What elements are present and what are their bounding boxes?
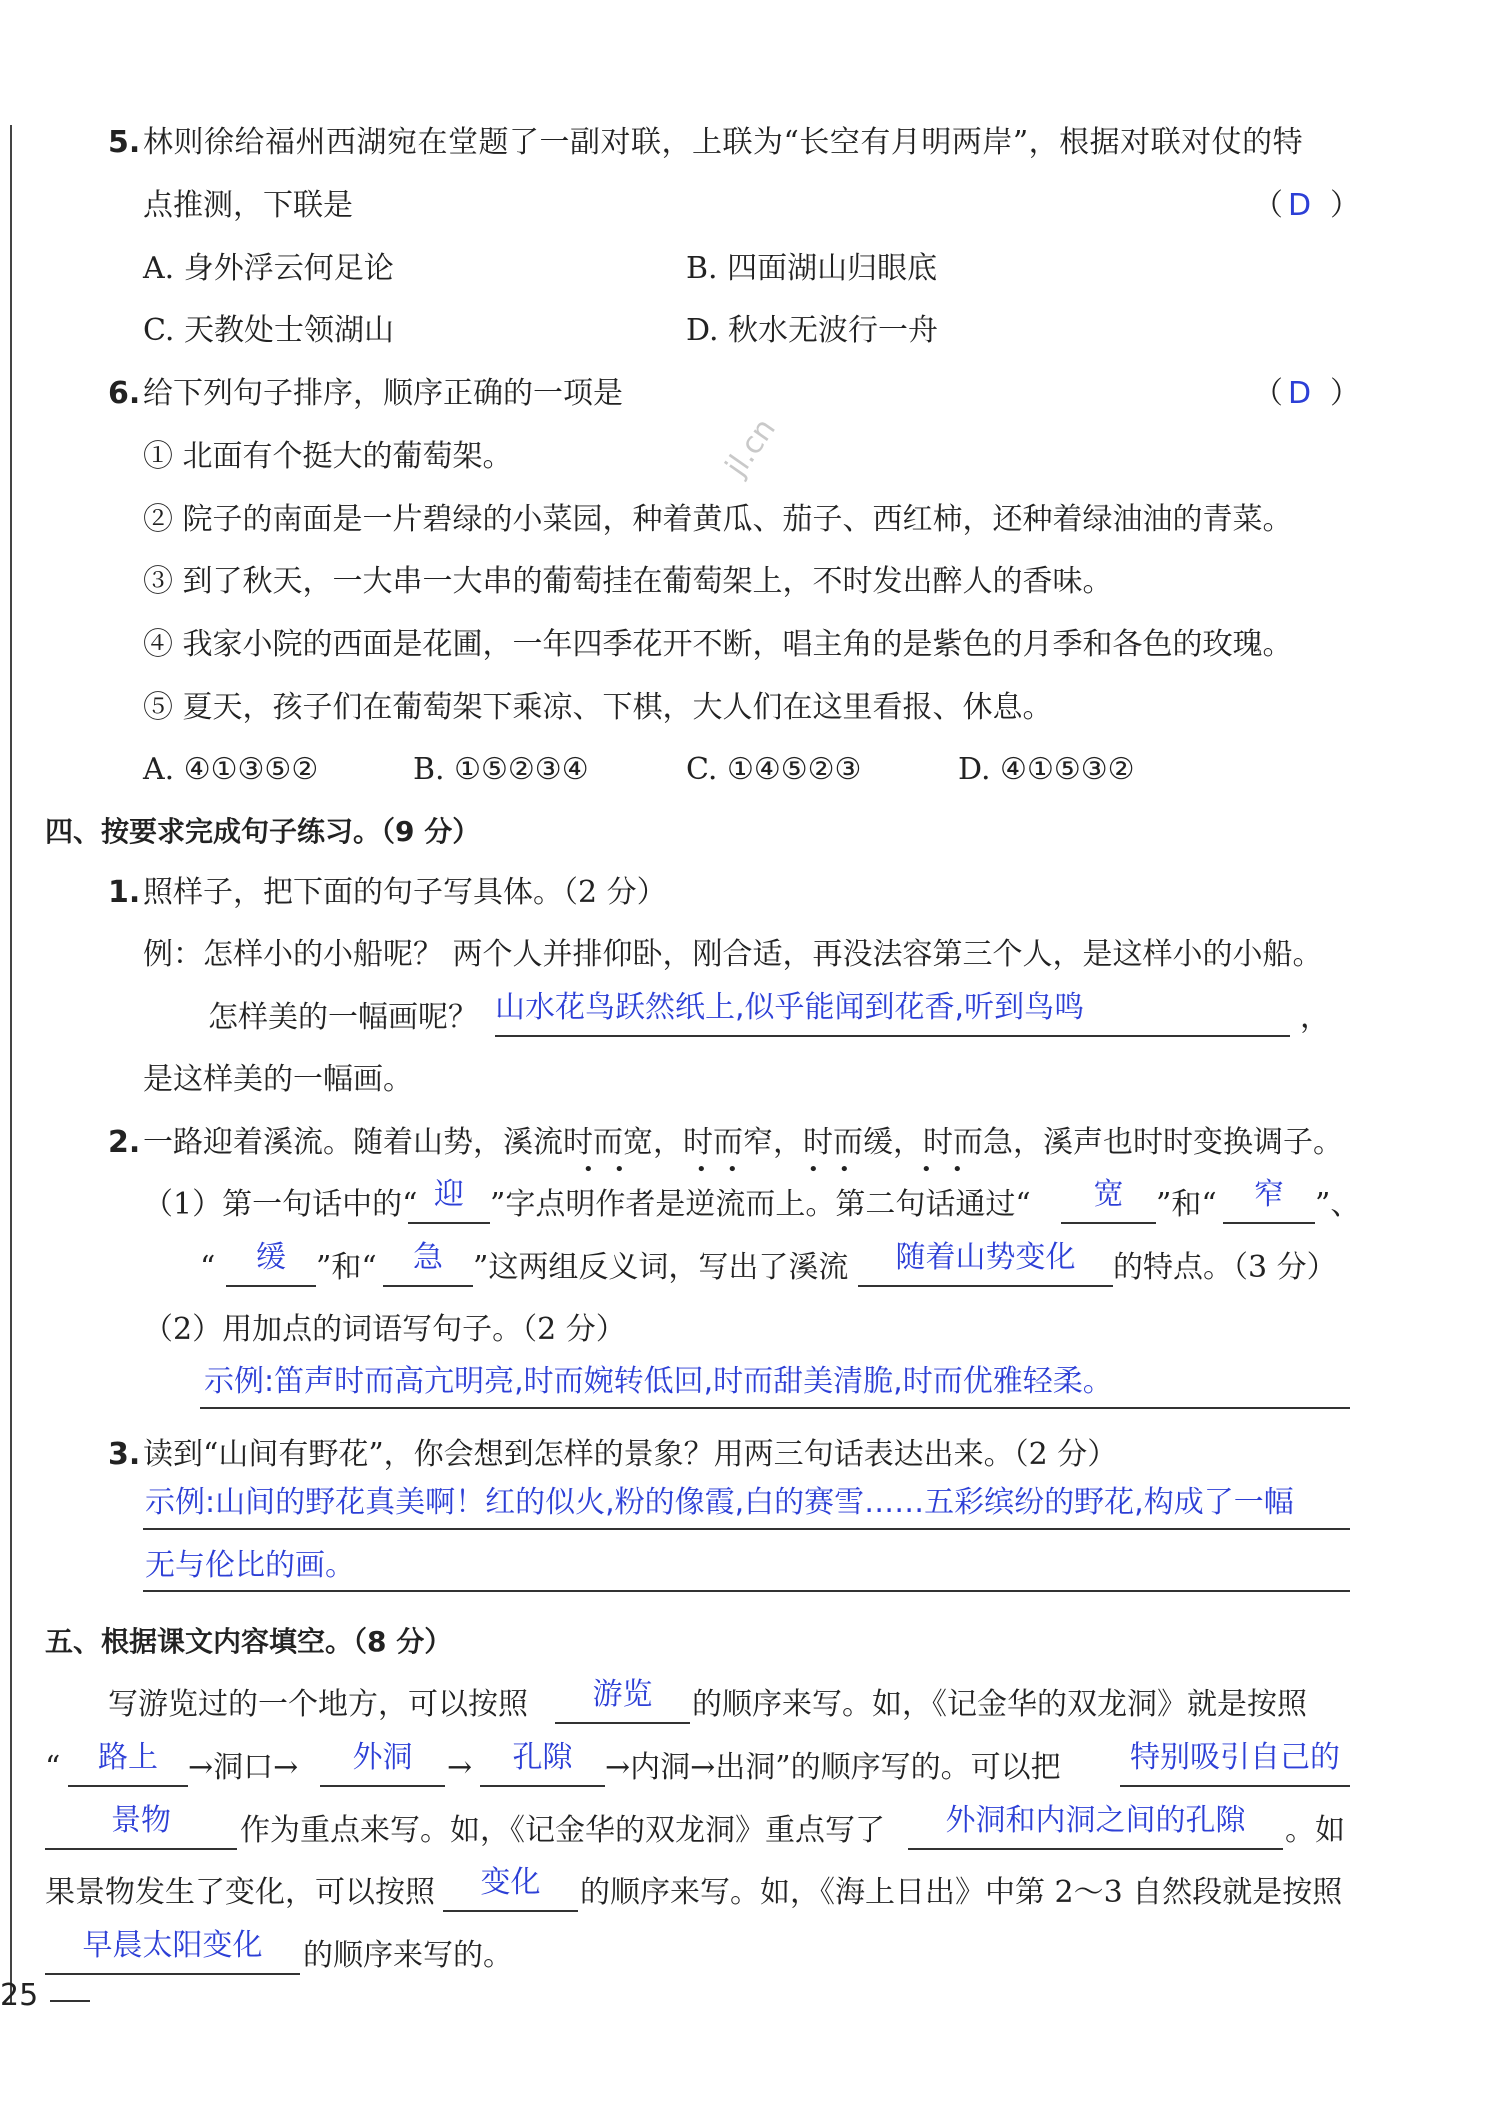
s5-l2-b: →洞口→ bbox=[188, 1750, 299, 1785]
q6-option-c: C. ①④⑤②③ bbox=[686, 752, 862, 787]
blank-between bbox=[908, 1848, 1283, 1850]
s4q2-sub1-g: ”这两组反义词，写出了溪流 bbox=[473, 1250, 849, 1285]
answer-zaochen: 早晨太阳变化 bbox=[82, 1928, 263, 1963]
s4q2-sub1-c: ”和“ bbox=[1156, 1187, 1217, 1222]
emphasis-dots-1: • bbox=[583, 1159, 594, 1180]
q5-answer: D bbox=[1288, 188, 1312, 223]
s4q2-text: 一路迎着溪流。随着山势，溪流时而宽，时而窄，时而缓，时而急，溪声也时时变换调子。 bbox=[143, 1125, 1343, 1160]
answer-ji: 急 bbox=[413, 1240, 443, 1275]
answer-huan: 缓 bbox=[256, 1240, 286, 1275]
s4q2-sub1-d: ”、 bbox=[1315, 1187, 1361, 1222]
s4q2-sub2: （2）用加点的词语写句子。（2 分） bbox=[143, 1312, 626, 1347]
blank-lushang bbox=[68, 1785, 188, 1787]
q6-paren-open: （ bbox=[1253, 376, 1283, 411]
q6-sentence-2: ② 院子的南面是一片碧绿的小菜园，种着黄瓜、茄子、西红柿，还种着绿油油的青菜。 bbox=[143, 502, 1293, 537]
blank-ying bbox=[408, 1222, 490, 1224]
s4q2-sub1-f: ”和“ bbox=[316, 1250, 377, 1285]
q5-text-line1: 林则徐给福州西湖宛在堂题了一副对联，上联为“长空有月明两岸”，根据对联对仗的特 bbox=[143, 125, 1304, 160]
s4q3-number: 3. bbox=[108, 1437, 141, 1472]
q5-paren-close: ） bbox=[1330, 188, 1360, 223]
q6-number: 6. bbox=[108, 376, 141, 411]
emphasis-dots-8: • bbox=[952, 1159, 963, 1180]
q5-number: 5. bbox=[108, 125, 141, 160]
q6-option-b: B. ①⑤②③④ bbox=[413, 752, 589, 787]
answer-feature: 随着山势变化 bbox=[895, 1240, 1076, 1275]
answer-youlan: 游览 bbox=[592, 1677, 653, 1712]
emphasis-dots-2: • bbox=[614, 1159, 625, 1180]
q6-sentence-5: ⑤ 夏天，孩子们在葡萄架下乘凉、下棋，大人们在这里看报、休息。 bbox=[143, 690, 1053, 725]
page-number: 25 bbox=[0, 1978, 39, 2013]
answer-ying: 迎 bbox=[434, 1177, 464, 1212]
blank-huan bbox=[226, 1285, 316, 1287]
s5-l4-b: 的顺序来写。如，《海上日出》中第 2～3 自然段就是按照 bbox=[580, 1875, 1343, 1910]
section4-title: 四、按要求完成句子练习。（9 分） bbox=[45, 815, 481, 848]
blank-kuan bbox=[1061, 1222, 1156, 1224]
answer-bianhua: 变化 bbox=[480, 1865, 541, 1900]
q5-option-d: D. 秋水无波行一舟 bbox=[686, 313, 939, 348]
answer-jingwu: 景物 bbox=[111, 1803, 171, 1838]
s5-l3-b: 。如 bbox=[1285, 1813, 1345, 1848]
q6-sentence-3: ③ 到了秋天，一大串一大串的葡萄挂在葡萄架上，不时发出醉人的香味。 bbox=[143, 564, 1113, 599]
q5-option-a: A. 身外浮云何足论 bbox=[143, 251, 394, 286]
q6-sentence-4: ④ 我家小院的西面是花圃，一年四季花开不断，唱主角的是紫色的月季和各色的玫瑰。 bbox=[143, 627, 1293, 662]
q5-option-b: B. 四面湖山归眼底 bbox=[686, 251, 938, 286]
blank-zaochen bbox=[45, 1973, 300, 1975]
s5-l2-c: → bbox=[447, 1750, 473, 1785]
blank-waidong bbox=[320, 1785, 445, 1787]
s5-l2-d: →内洞→出洞”的顺序写的。可以把 bbox=[605, 1750, 1061, 1785]
s5-l2-a: “ bbox=[45, 1750, 61, 1785]
s4q1-ending: 是这样美的一幅画。 bbox=[143, 1062, 413, 1097]
q6-text: 给下列句子排序，顺序正确的一项是 bbox=[143, 376, 623, 411]
s4q1-comma: ， bbox=[1300, 1000, 1330, 1035]
s4q3-text: 读到“山间有野花”，你会想到怎样的景象？用两三句话表达出来。（2 分） bbox=[143, 1437, 1118, 1472]
s4q2-sub2-line bbox=[200, 1407, 1350, 1409]
emphasis-dots-5: • bbox=[808, 1159, 819, 1180]
answer-waidong: 外洞 bbox=[352, 1740, 413, 1775]
s4q1-text: 照样子，把下面的句子写具体。（2 分） bbox=[143, 875, 667, 910]
q6-paren-close: ） bbox=[1330, 376, 1360, 411]
answer-xiyin: 特别吸引自己的 bbox=[1130, 1740, 1340, 1775]
section5-title: 五、根据课文内容填空。（8 分） bbox=[45, 1625, 453, 1658]
answer-kongxi: 孔隙 bbox=[512, 1740, 573, 1775]
watermark: jl.cn bbox=[718, 412, 783, 483]
blank-xiyin bbox=[1120, 1785, 1350, 1787]
margin-line bbox=[10, 125, 12, 2005]
s5-l5-a: 的顺序来写的。 bbox=[303, 1938, 513, 1973]
answer-zhai: 窄 bbox=[1254, 1177, 1284, 1212]
blank-youlan bbox=[555, 1722, 690, 1724]
q6-answer: D bbox=[1288, 376, 1312, 411]
q5-paren-open: （ bbox=[1253, 188, 1283, 223]
q5-text-line2: 点推测，下联是 bbox=[143, 188, 353, 223]
q5-option-c: C. 天教处士领湖山 bbox=[143, 313, 394, 348]
s4q3-answer-line1: 示例:山间的野花真美啊！红的似火,粉的像霞,白的赛雪……五彩缤纷的野花,构成了一幅 bbox=[145, 1485, 1294, 1520]
s5-l1-b: 的顺序来写。如，《记金华的双龙洞》就是按照 bbox=[692, 1687, 1307, 1722]
emphasis-dots-3: • bbox=[696, 1159, 707, 1180]
emphasis-dots-6: • bbox=[839, 1159, 850, 1180]
s4q3-line-2 bbox=[143, 1590, 1350, 1592]
answer-between: 外洞和内洞之间的孔隙 bbox=[945, 1803, 1246, 1838]
blank-bianhua bbox=[443, 1910, 578, 1912]
s5-l1-a: 写游览过的一个地方，可以按照 bbox=[108, 1687, 528, 1722]
s4q1-blank-line bbox=[495, 1035, 1290, 1037]
answer-kuan: 宽 bbox=[1093, 1177, 1124, 1212]
s5-l3-a: 作为重点来写。如，《记金华的双龙洞》重点写了 bbox=[240, 1813, 885, 1848]
emphasis-dots-7: • bbox=[921, 1159, 932, 1180]
s4q2-number: 2. bbox=[108, 1125, 141, 1160]
s4q1-prompt: 怎样美的一幅画呢？ bbox=[208, 1000, 478, 1035]
blank-jingwu bbox=[45, 1848, 237, 1850]
s4q2-sub1-a: （1）第一句话中的“ bbox=[143, 1187, 418, 1222]
answer-lushang: 路上 bbox=[98, 1740, 158, 1775]
q6-option-a: A. ④①③⑤② bbox=[143, 752, 319, 787]
page-number-dash bbox=[50, 2000, 90, 2002]
blank-feature bbox=[858, 1285, 1113, 1287]
s4q2-sub2-answer: 示例:笛声时而高亢明亮,时而婉转低回,时而甜美清脆,时而优雅轻柔。 bbox=[204, 1364, 1113, 1399]
s4q1-answer: 山水花鸟跃然纸上,似乎能闻到花香,听到鸟鸣 bbox=[495, 990, 1085, 1025]
blank-zhai bbox=[1223, 1222, 1315, 1224]
s4q2-sub1-h: 的特点。（3 分） bbox=[1113, 1250, 1337, 1285]
s4q2-sub1-b: ”字点明作者是逆流而上。第二句话通过“ bbox=[490, 1187, 1031, 1222]
q6-option-d: D. ④①⑤③② bbox=[958, 752, 1135, 787]
blank-kongxi bbox=[480, 1785, 605, 1787]
s4q1-example: 例：怎样小的小船呢？ 两个人并排仰卧，刚合适，再没法容第三个人，是这样小的小船。 bbox=[143, 937, 1323, 972]
emphasis-dots-4: • bbox=[727, 1159, 738, 1180]
s4q1-number: 1. bbox=[108, 875, 141, 910]
s4q2-sub1-e: “ bbox=[200, 1250, 216, 1285]
blank-ji bbox=[383, 1285, 473, 1287]
s5-l4-a: 果景物发生了变化，可以按照 bbox=[45, 1875, 435, 1910]
s4q3-line-1 bbox=[143, 1528, 1350, 1530]
q6-sentence-1: ① 北面有个挺大的葡萄架。 bbox=[143, 439, 513, 474]
s4q3-answer-line2: 无与伦比的画。 bbox=[145, 1548, 355, 1583]
